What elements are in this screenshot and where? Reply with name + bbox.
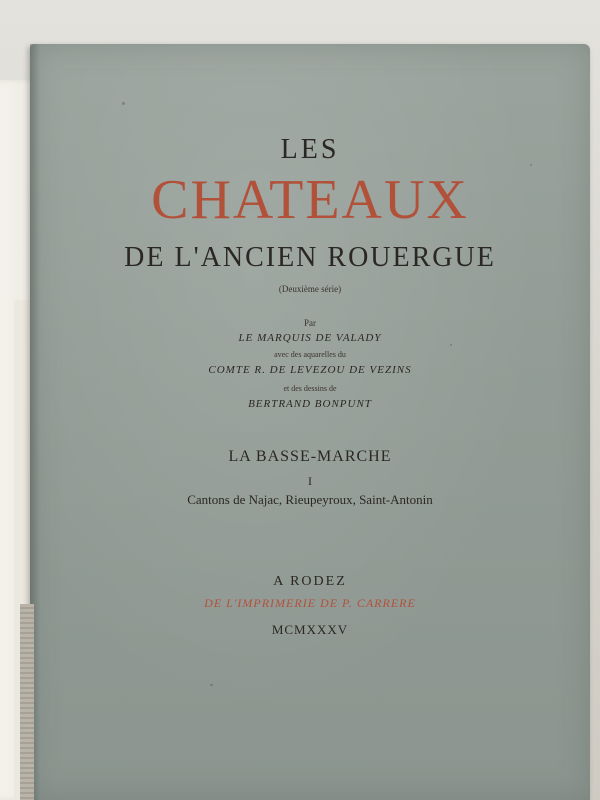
paper-speck <box>450 344 452 346</box>
publication-city: A RODEZ <box>273 574 347 589</box>
section-title: LA BASSE-MARCHE <box>228 448 392 465</box>
volume-number: I <box>308 474 312 488</box>
par-label: Par <box>304 318 316 328</box>
dessins-label: et des dessins de <box>283 384 337 393</box>
aquarelles-label: avec des aquarelles du <box>274 350 346 359</box>
cantons-line: Cantons de Najac, Rieupeyroux, Saint-Antonin <box>187 492 433 507</box>
title-les: LES <box>280 134 340 165</box>
paper-speck <box>122 102 125 105</box>
series-note: (Deuxième série) <box>278 284 342 294</box>
printer-name: DE L'IMPRIMERIE DE P. CARRERE <box>204 596 416 610</box>
publication-year: MCMXXXV <box>271 622 349 637</box>
illustrator-name: COMTE R. DE LEVEZOU DE VEZINS <box>208 364 412 376</box>
title-subtitle: DE L'ANCIEN ROUERGUE <box>124 242 496 273</box>
cover-text-block <box>30 44 590 800</box>
author-name: LE MARQUIS DE VALADY <box>238 332 382 344</box>
book-cover <box>30 44 590 800</box>
paper-speck <box>530 164 532 166</box>
paper-speck <box>210 684 213 686</box>
draughtsman-name: BERTRAND BONPUNT <box>248 398 372 410</box>
title-chateaux: CHATEAUX <box>151 169 469 231</box>
